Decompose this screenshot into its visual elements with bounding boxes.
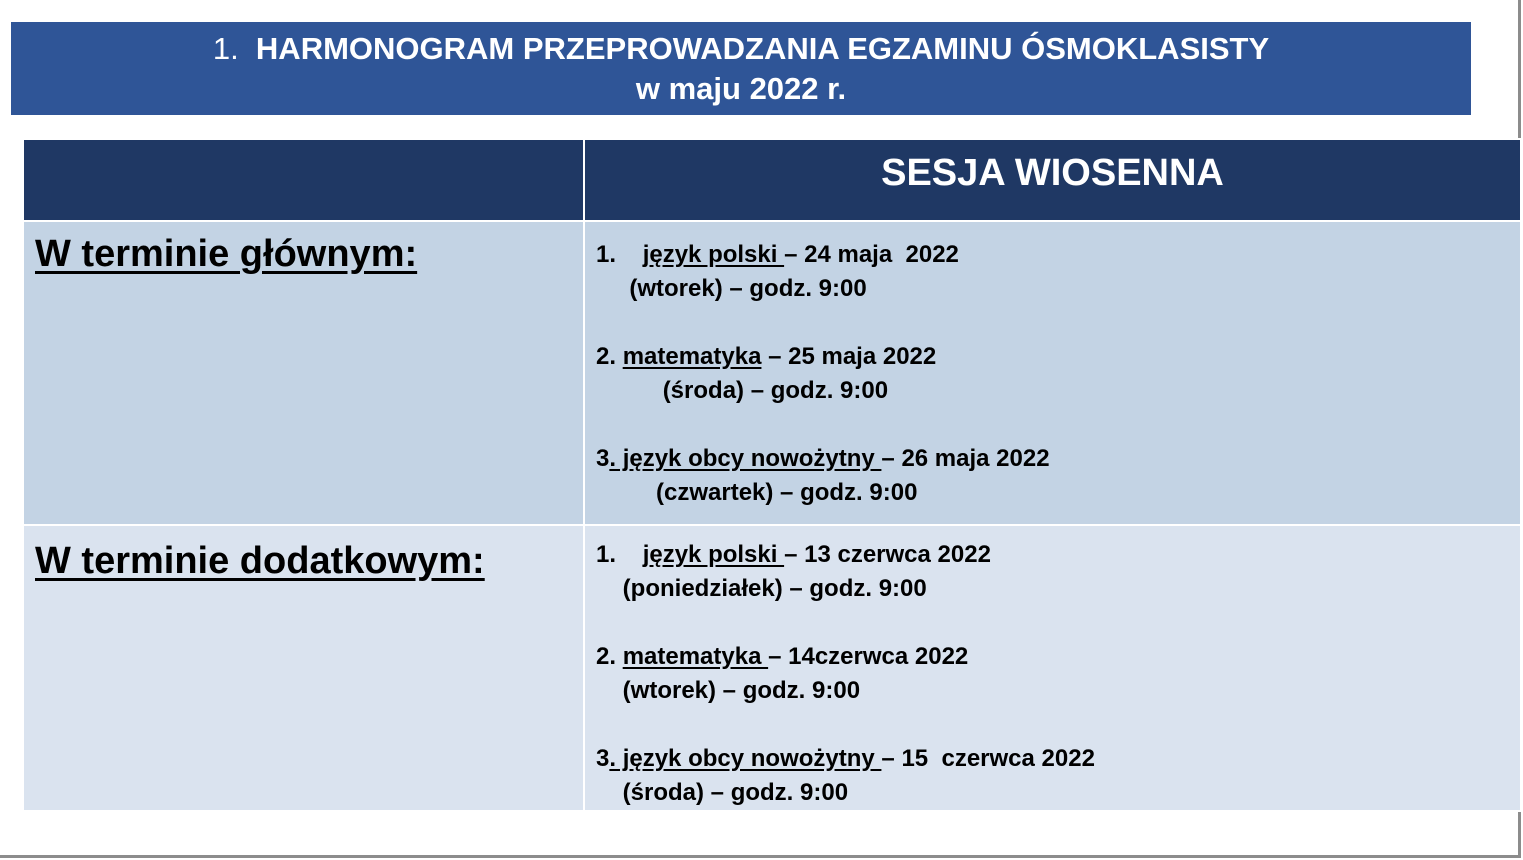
exam-item bbox=[596, 340, 1520, 408]
title-line-2: w maju 2022 r. bbox=[635, 71, 847, 106]
term-label-cell bbox=[23, 525, 584, 811]
table-header-row bbox=[23, 139, 1521, 221]
exam-list bbox=[585, 526, 1520, 810]
title-line-1 bbox=[11, 29, 1471, 69]
exam-subject: język polski bbox=[642, 541, 785, 568]
exam-date: – 24 maja 2022 bbox=[784, 241, 959, 268]
exam-item bbox=[596, 238, 1520, 306]
exam-day-time: (czwartek) – godz. 9:00 bbox=[656, 479, 918, 506]
exam-day-time: (wtorek) – godz. 9:00 bbox=[622, 677, 861, 704]
indent bbox=[596, 479, 656, 506]
exam-day-time: (środa) – godz. 9:00 bbox=[662, 377, 889, 404]
header-cell-empty bbox=[23, 139, 584, 221]
exam-list bbox=[585, 222, 1520, 510]
table-row-additional-term bbox=[23, 525, 1521, 811]
title-text: HARMONOGRAM PRZEPROWADZANIA EGZAMINU ÓSMOKLASISTY bbox=[255, 31, 1270, 66]
schedule-table bbox=[22, 138, 1522, 812]
item-number: 1. bbox=[596, 241, 643, 268]
exam-date: – 14czerwca 2022 bbox=[768, 643, 969, 670]
item-number: 3 bbox=[596, 445, 610, 472]
indent bbox=[596, 275, 629, 302]
exam-date: – 15 czerwca 2022 bbox=[881, 745, 1095, 772]
title-banner bbox=[11, 22, 1471, 115]
term-label: W terminie dodatkowym: bbox=[35, 540, 485, 582]
exam-item bbox=[596, 538, 1520, 606]
item-number: 2. bbox=[596, 643, 623, 670]
title-number: 1. bbox=[212, 31, 239, 66]
exam-item bbox=[596, 640, 1520, 708]
exam-day-time: (wtorek) – godz. 9:00 bbox=[629, 275, 867, 302]
exam-date: – 26 maja 2022 bbox=[881, 445, 1050, 472]
header-session-title: SESJA WIOSENNA bbox=[584, 139, 1521, 221]
indent bbox=[596, 677, 623, 704]
table-row-main-term bbox=[23, 221, 1521, 525]
item-number: 3 bbox=[596, 745, 610, 772]
term-label-cell bbox=[23, 221, 584, 525]
exam-list-cell bbox=[584, 221, 1521, 525]
exam-item bbox=[596, 442, 1520, 510]
exam-subject: . język obcy nowożytny bbox=[609, 745, 882, 772]
exam-subject: . język obcy nowożytny bbox=[609, 445, 882, 472]
exam-day-time: (środa) – godz. 9:00 bbox=[622, 779, 849, 806]
item-number: 2. bbox=[596, 343, 623, 370]
exam-date: – 25 maja 2022 bbox=[761, 343, 937, 370]
exam-subject: matematyka bbox=[622, 643, 769, 670]
exam-subject: matematyka bbox=[622, 343, 762, 370]
indent bbox=[596, 575, 623, 602]
exam-list-cell bbox=[584, 525, 1521, 811]
indent bbox=[596, 377, 663, 404]
exam-date: – 13 czerwca 2022 bbox=[784, 541, 991, 568]
term-label: W terminie głównym: bbox=[35, 233, 418, 275]
exam-day-time: (poniedziałek) – godz. 9:00 bbox=[622, 575, 927, 602]
exam-subject: język polski bbox=[642, 241, 785, 268]
item-number: 1. bbox=[596, 541, 643, 568]
exam-item bbox=[596, 742, 1520, 810]
indent bbox=[596, 779, 623, 806]
